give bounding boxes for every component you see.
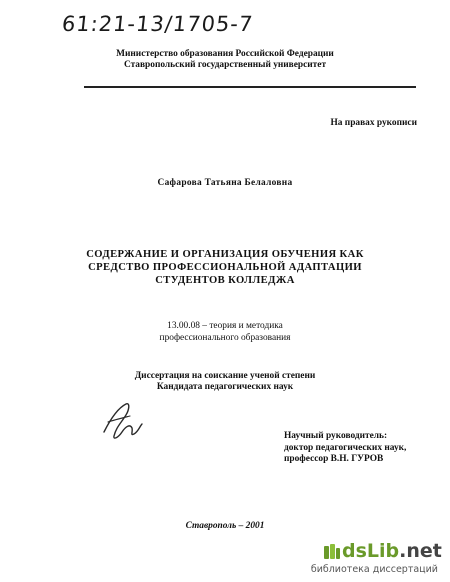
- degree-line: Диссертация на соискание ученой степени: [134, 371, 316, 381]
- ministry-line: Министерство образования Российской Федерации: [116, 49, 334, 59]
- degree-statement: [0, 371, 450, 393]
- logo-main: dsLib: [342, 540, 400, 562]
- supervisor-name: профессор В.Н. ГУРОВ: [284, 454, 384, 464]
- dissertation-title: [0, 248, 450, 287]
- title-line: СОДЕРЖАНИЕ И ОРГАНИЗАЦИЯ ОБУЧЕНИЯ КАК: [86, 249, 364, 260]
- watermark-subtitle: библиотека диссертаций: [310, 564, 438, 575]
- handwritten-catalog-code: 61:21-13/1705-7: [60, 12, 255, 36]
- title-line: СТУДЕНТОВ КОЛЛЕДЖА: [155, 275, 295, 286]
- handwritten-signature: [100, 398, 146, 444]
- logo-tld: .net: [399, 540, 442, 562]
- title-line: СРЕДСТВО ПРОФЕССИОНАЛЬНОЙ АДАПТАЦИИ: [88, 262, 362, 273]
- dslib-logo-icon: [322, 542, 342, 562]
- city-year: Ставрополь – 2001: [185, 521, 265, 531]
- specialty-line: 13.00.08 – теория и методика: [167, 321, 283, 331]
- degree-line: Кандидата педагогических наук: [156, 382, 294, 392]
- specialty-line: профессионального образования: [159, 333, 291, 343]
- supervisor-label: Научный руководитель:: [284, 431, 388, 441]
- author-name: Сафарова Татьяна Белаловна: [157, 178, 293, 188]
- scientific-supervisor: [284, 431, 406, 466]
- supervisor-degree: доктор педагогических наук,: [284, 442, 407, 453]
- dslib-watermark: [298, 540, 442, 576]
- specialty-code: [0, 320, 450, 344]
- ministry-header: [0, 49, 450, 71]
- dslib-logo-text: [342, 540, 442, 562]
- header-divider: [84, 86, 416, 88]
- university-line: Ставропольский государственный университет: [123, 60, 327, 70]
- rights-note: На правах рукописи: [330, 118, 417, 128]
